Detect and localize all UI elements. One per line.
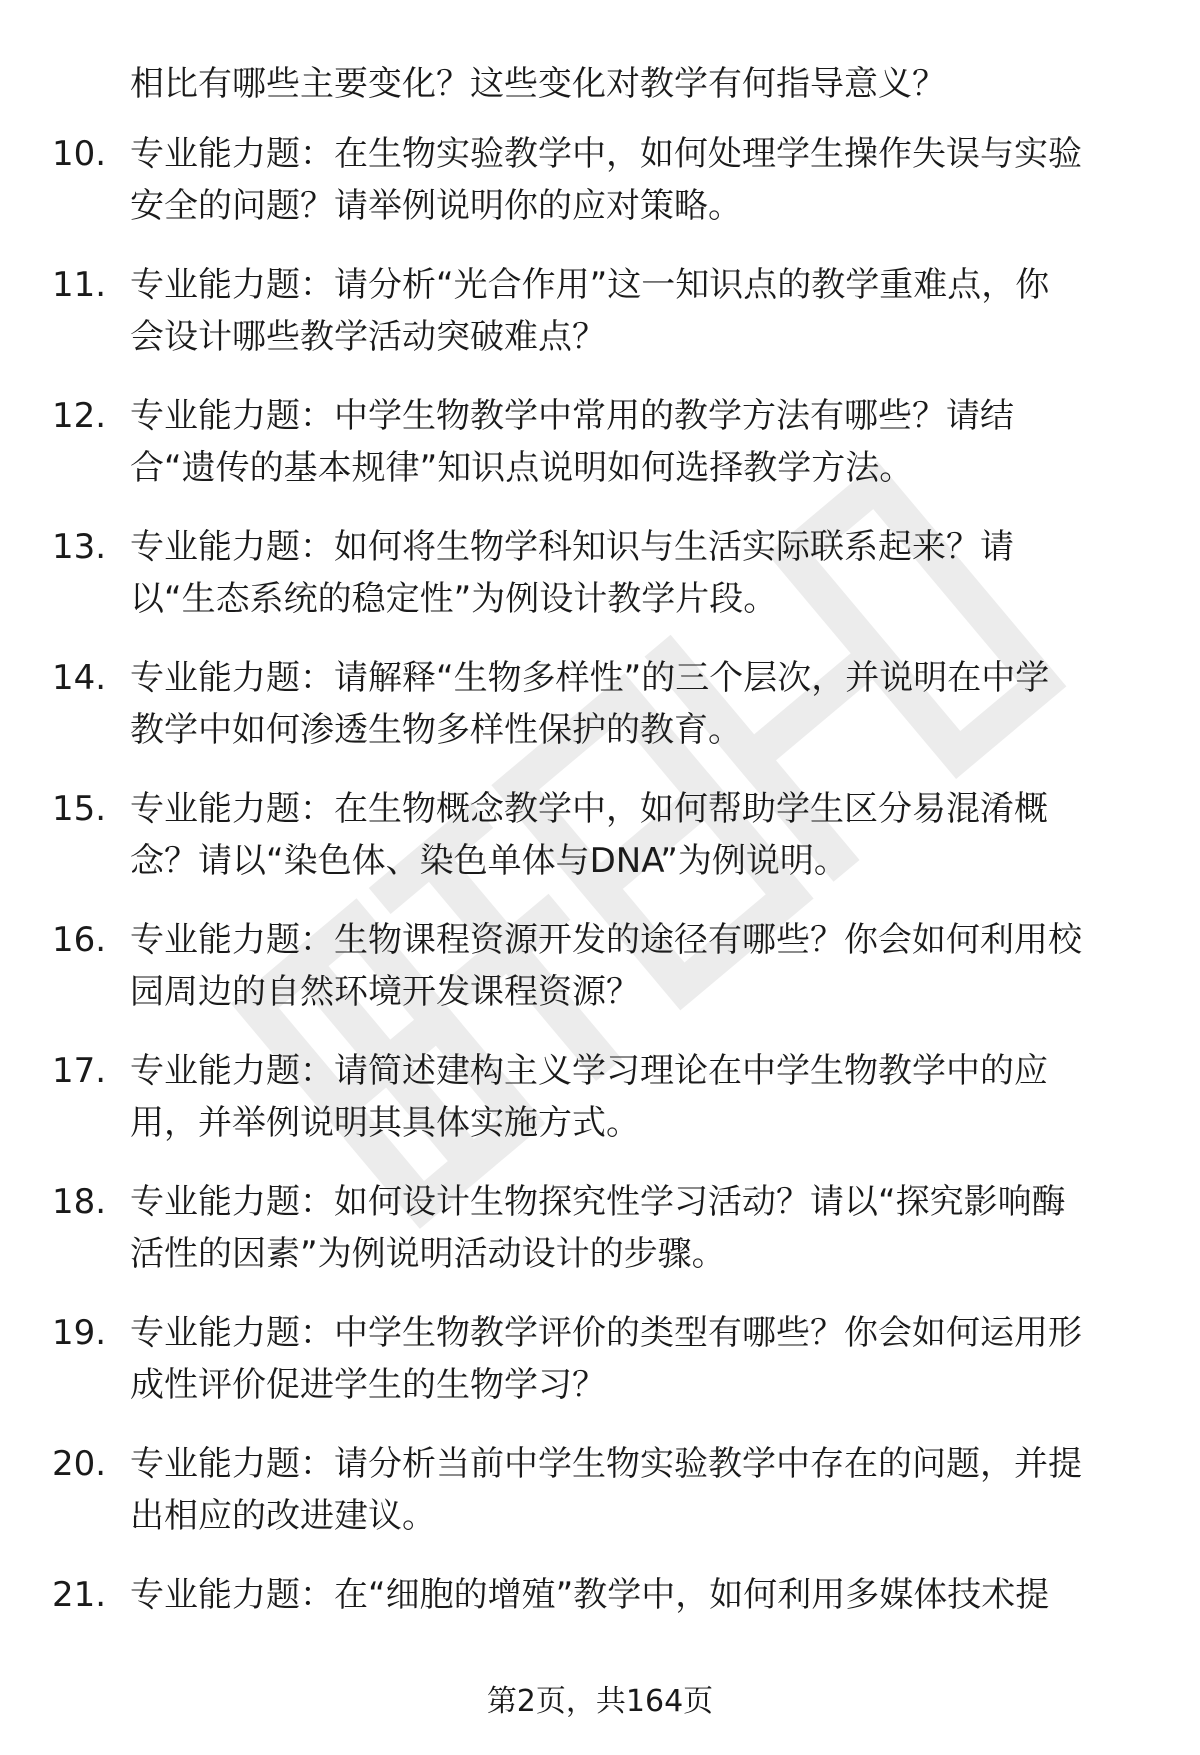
question-text (130, 1176, 1140, 1280)
question-item (0, 1176, 1200, 1307)
question-text-line: 专业能力题：如何设计生物探究性学习活动？请以“探究影响酶 (130, 1182, 1066, 1222)
question-number: 21. (52, 1575, 107, 1615)
question-text-line: 专业能力题：在生物实验教学中，如何处理学生操作失误与实验 (130, 134, 1082, 174)
question-text (130, 914, 1140, 1018)
question-text-line: 专业能力题：中学生物教学评价的类型有哪些？你会如何运用形 (130, 1313, 1082, 1353)
question-item (0, 259, 1200, 390)
question-text-line: 出相应的改进建议。 (130, 1496, 436, 1536)
question-text-line: 专业能力题：中学生物教学中常用的教学方法有哪些？请结 (130, 396, 1014, 436)
question-number: 11. (52, 265, 107, 305)
question-text (130, 259, 1140, 363)
question-item (0, 652, 1200, 783)
question-text (130, 1569, 1140, 1621)
question-item (0, 914, 1200, 1045)
question-text-line: 念？请以“染色体、染色单体与DNA”为例说明。 (130, 841, 848, 881)
question-continuation: 相比有哪些主要变化？这些变化对教学有何指导意义？ (130, 64, 946, 104)
question-text (130, 521, 1140, 625)
question-text-line: 专业能力题：如何将生物学科知识与生活实际联系起来？请 (130, 527, 1014, 567)
question-text-line: 专业能力题：请分析当前中学生物实验教学中存在的问题，并提 (130, 1444, 1082, 1484)
question-text (130, 783, 1140, 887)
question-item (0, 390, 1200, 521)
question-item (0, 521, 1200, 652)
question-text (130, 1307, 1140, 1411)
question-number: 19. (52, 1313, 107, 1353)
question-text-line: 专业能力题：请简述建构主义学习理论在中学生物教学中的应 (130, 1051, 1048, 1091)
question-item (0, 1045, 1200, 1176)
question-number: 12. (52, 396, 107, 436)
question-text (130, 1438, 1140, 1542)
question-number: 14. (52, 658, 107, 698)
question-text-line: 专业能力题：请解释“生物多样性”的三个层次，并说明在中学 (130, 658, 1050, 698)
question-text-line: 合“遗传的基本规律”知识点说明如何选择教学方法。 (130, 448, 914, 488)
question-text-line: 用，并举例说明其具体实施方式。 (130, 1103, 640, 1143)
question-text-line: 教学中如何渗透生物多样性保护的教育。 (130, 710, 742, 750)
question-item (0, 1307, 1200, 1438)
question-item (0, 128, 1200, 259)
question-text-line: 活性的因素”为例说明活动设计的步骤。 (130, 1234, 726, 1274)
question-number: 18. (52, 1182, 107, 1222)
question-text-line: 专业能力题：请分析“光合作用”这一知识点的教学重难点，你 (130, 265, 1050, 305)
page-footer: 第2页，共164页 (486, 1684, 714, 1719)
question-text-line: 会设计哪些教学活动突破难点？ (130, 317, 606, 357)
question-text-line: 专业能力题：在“细胞的增殖”教学中，如何利用多媒体技术提 (130, 1575, 1050, 1615)
question-text-line: 以“生态系统的稳定性”为例设计教学片段。 (130, 579, 778, 619)
question-item (0, 783, 1200, 914)
question-number: 13. (52, 527, 107, 567)
question-text-line: 成性评价促进学生的生物学习？ (130, 1365, 606, 1405)
question-text (130, 652, 1140, 756)
question-text-line: 专业能力题：在生物概念教学中，如何帮助学生区分易混淆概 (130, 789, 1048, 829)
question-number: 15. (52, 789, 107, 829)
question-text-line: 园周边的自然环境开发课程资源？ (130, 972, 640, 1012)
question-number: 20. (52, 1444, 107, 1484)
question-text-line: 安全的问题？请举例说明你的应对策略。 (130, 186, 742, 226)
question-text-line: 专业能力题：生物课程资源开发的途径有哪些？你会如何利用校 (130, 920, 1082, 960)
question-item (0, 1438, 1200, 1569)
question-text (130, 390, 1140, 494)
question-text (130, 128, 1140, 232)
question-list (0, 128, 1200, 1700)
question-text (130, 1045, 1140, 1149)
question-number: 10. (52, 134, 107, 174)
question-number: 16. (52, 920, 107, 960)
question-number: 17. (52, 1051, 107, 1091)
